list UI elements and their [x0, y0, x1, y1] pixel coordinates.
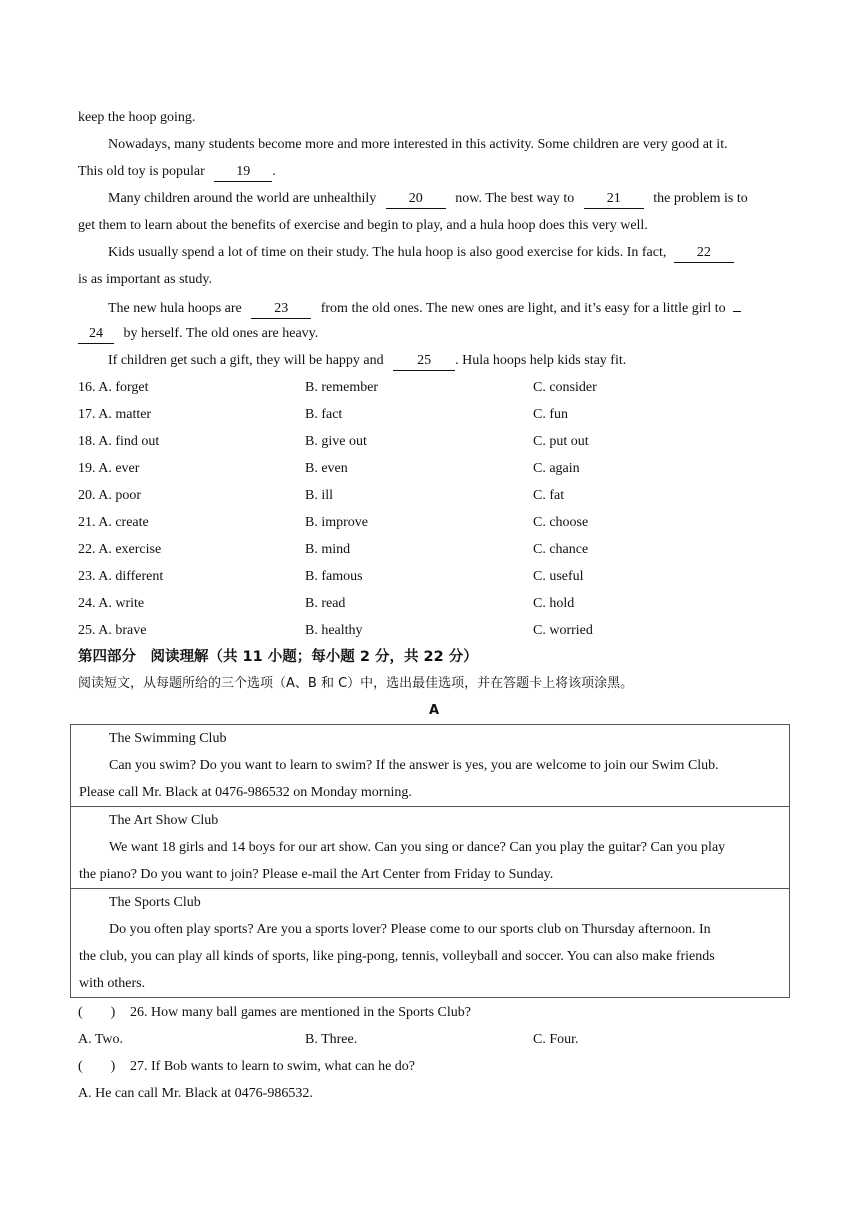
passage-text: .	[272, 164, 276, 179]
club-text: We want 18 girls and 14 boys for our art show. Can you sing or dance? Can you play the guitar? Can you play	[109, 840, 726, 855]
option-c: C. fun	[533, 407, 568, 422]
passage-text: from the old ones. The new ones are light, and it’s easy for a little girl to	[320, 301, 726, 316]
option-c: C. choose	[533, 515, 589, 530]
passage-text: now. The best way to	[455, 191, 575, 206]
option-b: B. ill	[305, 488, 334, 503]
passage-paragraph-4	[78, 293, 790, 320]
club-text: with others.	[79, 976, 146, 991]
passage-line: get them to learn about the benefits of exercise and begin to play, and a hula hoop does this very well.	[78, 218, 648, 233]
passage-text: The new hula hoops are	[108, 301, 242, 316]
option-c: C. fat	[533, 488, 565, 503]
option-b: B. fact	[305, 407, 343, 422]
option-a: 25. A. brave	[78, 623, 147, 638]
option-b: B. read	[305, 596, 346, 611]
option-row	[78, 617, 790, 644]
section-instruction: 阅读短文，从每题所给的三个选项（A、B 和 C）中，选出最佳选项，并在答题卡上将该项涂黑。	[78, 676, 634, 691]
option-a: A. He can call Mr. Black at 0476-986532.	[78, 1086, 313, 1101]
club-text: the piano? Do you want to join? Please e-mail the Art Center from Friday to Sunday.	[79, 867, 554, 882]
blank-19: 19	[214, 163, 272, 182]
blank-20: 20	[386, 190, 446, 209]
option-b: B. famous	[305, 569, 363, 584]
option-row	[78, 482, 790, 509]
clubs-table	[70, 724, 790, 998]
passage-label: A	[428, 703, 440, 718]
option-a: 24. A. write	[78, 596, 145, 611]
passage-line	[78, 158, 790, 185]
question-26	[78, 999, 790, 1026]
club-row	[71, 725, 790, 807]
option-c: C. put out	[533, 434, 589, 449]
answer-paren[interactable]: ( )	[78, 1005, 116, 1020]
club-text: the club, you can play all kinds of sports, like ping-pong, tennis, volleyball and soccer. You can also make friends	[79, 949, 715, 964]
options-list	[78, 374, 790, 644]
exam-page	[78, 104, 790, 1107]
option-row	[78, 509, 790, 536]
passage-line	[78, 320, 790, 347]
club-title: The Art Show Club	[109, 813, 219, 828]
question-26-options	[78, 1026, 790, 1053]
option-a: A. Two.	[78, 1032, 124, 1047]
club-row	[71, 889, 790, 998]
club-row	[71, 807, 790, 889]
option-a: 23. A. different	[78, 569, 164, 584]
blank-22: 22	[674, 244, 734, 263]
club-text: Please call Mr. Black at 0476-986532 on Monday morning.	[79, 785, 412, 800]
option-row	[78, 401, 790, 428]
passage-paragraph-3	[78, 239, 790, 266]
blank-21: 21	[584, 190, 644, 209]
passage-text: . Hula hoops help kids stay fit.	[455, 353, 627, 368]
passage-text: Many children around the world are unhealthily	[108, 191, 377, 206]
option-row	[78, 590, 790, 617]
passage-text: This old toy is popular	[78, 164, 205, 179]
option-c: C. chance	[533, 542, 589, 557]
option-b: B. Three.	[305, 1032, 358, 1047]
option-a: 22. A. exercise	[78, 542, 162, 557]
passage-text: by herself. The old ones are heavy.	[123, 326, 319, 341]
club-title: The Sports Club	[109, 895, 201, 910]
option-row	[78, 563, 790, 590]
blank-23: 23	[251, 300, 311, 319]
option-c: C. hold	[533, 596, 575, 611]
club-text: Can you swim? Do you want to learn to swim? If the answer is yes, you are welcome to join our Swim Club.	[109, 758, 719, 773]
option-a: 18. A. find out	[78, 434, 160, 449]
question-27	[78, 1053, 790, 1080]
option-c: C. useful	[533, 569, 584, 584]
option-row	[78, 428, 790, 455]
option-a: 20. A. poor	[78, 488, 141, 503]
answer-paren[interactable]: ( )	[78, 1059, 116, 1074]
club-cell	[71, 725, 790, 807]
blank-25: 25	[393, 352, 455, 371]
blank-24: 24	[78, 325, 114, 344]
option-c: C. consider	[533, 380, 597, 395]
question-text: 27. If Bob wants to learn to swim, what can he do?	[130, 1059, 415, 1074]
passage-paragraph-1: Nowadays, many students become more and more interested in this activity. Some children are very good at it.	[108, 137, 728, 152]
club-cell	[71, 807, 790, 889]
option-a: 16. A. forget	[78, 380, 149, 395]
club-text: Do you often play sports? Are you a sports lover? Please come to our sports club on Thursday afternoon. In	[109, 922, 711, 937]
question-text: 26. How many ball games are mentioned in the Sports Club?	[130, 1005, 471, 1020]
option-c: C. worried	[533, 623, 593, 638]
option-a: 21. A. create	[78, 515, 149, 530]
option-b: B. remember	[305, 380, 379, 395]
option-b: B. healthy	[305, 623, 363, 638]
passage-text: Kids usually spend a lot of time on their study. The hula hoop is also good exercise for kids. In fact,	[108, 245, 667, 260]
option-b: B. mind	[305, 542, 351, 557]
option-c: C. again	[533, 461, 580, 476]
passage-text: If children get such a gift, they will be happy and	[108, 353, 384, 368]
passage-line: is as important as study.	[78, 272, 213, 287]
passage-paragraph-2	[78, 185, 790, 212]
section-heading: 第四部分 阅读理解（共 11 小题；每小题 2 分，共 22 分）	[78, 649, 478, 665]
option-a: 19. A. ever	[78, 461, 140, 476]
option-c: C. Four.	[533, 1032, 579, 1047]
blank-24-start	[733, 293, 741, 312]
option-row	[78, 455, 790, 482]
club-title: The Swimming Club	[109, 731, 227, 746]
option-row	[78, 536, 790, 563]
option-row	[78, 374, 790, 401]
passage-paragraph-5	[78, 347, 790, 374]
option-b: B. even	[305, 461, 348, 476]
option-a: 17. A. matter	[78, 407, 152, 422]
passage-text: the problem is to	[653, 191, 748, 206]
option-b: B. improve	[305, 515, 368, 530]
club-cell	[71, 889, 790, 998]
passage-line: keep the hoop going.	[78, 110, 196, 125]
option-b: B. give out	[305, 434, 367, 449]
